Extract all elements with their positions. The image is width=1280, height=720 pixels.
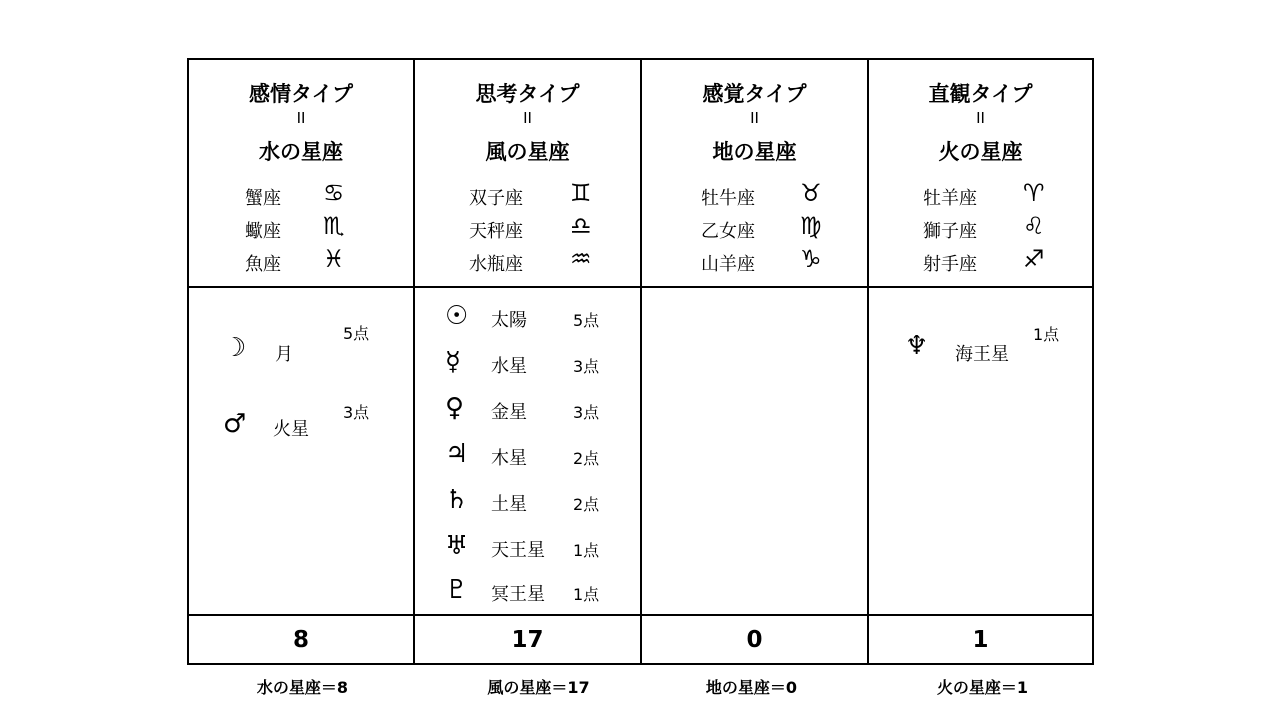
mercury-icon: ☿ (445, 347, 461, 377)
planet-points: 1点 (1033, 325, 1060, 344)
equals-mark: II (750, 109, 759, 127)
aries-icon: ♈ (1023, 179, 1045, 207)
planet-points: 3点 (343, 403, 370, 422)
sign-name: 蟹座 (245, 188, 281, 209)
element-label: 火の星座 (938, 140, 1023, 164)
sign-name: 蠍座 (245, 221, 281, 242)
sign-name: 獅子座 (923, 221, 977, 242)
air-planets-cell (415, 288, 640, 614)
type-label: 感情タイプ (249, 82, 353, 106)
planet-points: 2点 (573, 449, 600, 468)
water-total: 8 (292, 626, 309, 653)
planet-points: 2点 (573, 495, 600, 514)
planet-points: 5点 (343, 324, 370, 343)
uranus-icon: ♅ (445, 531, 469, 561)
element-type-table (187, 58, 1094, 665)
sun-icon: ☉ (445, 301, 469, 331)
sign-name: 天秤座 (469, 221, 523, 242)
sign-name: 魚座 (245, 254, 281, 275)
pisces-icon: ♓ (323, 245, 345, 273)
planet-name: 木星 (491, 448, 527, 469)
planet-points: 3点 (573, 357, 600, 376)
taurus-icon: ♉ (800, 179, 822, 207)
type-label: 感覚タイプ (702, 82, 807, 106)
sign-name: 射手座 (923, 254, 977, 275)
planet-name: 月 (275, 344, 293, 365)
equals-mark: II (296, 109, 306, 127)
column-divider (867, 60, 869, 663)
planet-name: 太陽 (491, 310, 527, 331)
saturn-icon: ♄ (445, 485, 469, 515)
virgo-icon: ♍ (800, 212, 822, 240)
row-divider (189, 286, 1092, 288)
earth-total: 0 (746, 626, 763, 653)
jupiter-icon: ♃ (445, 439, 469, 469)
equals-mark: II (523, 109, 532, 127)
air-summary: 風の星座＝17 (487, 678, 590, 697)
element-label: 風の星座 (485, 140, 570, 164)
water-header-cell (189, 60, 413, 286)
fire-summary: 火の星座＝1 (936, 678, 1029, 697)
element-label: 地の星座 (712, 140, 797, 164)
cancer-icon: ♋ (323, 179, 345, 207)
fire-planets-cell (869, 288, 1092, 614)
venus-icon: ♀ (445, 393, 465, 423)
earth-header-cell (642, 60, 867, 286)
leo-icon: ♌ (1023, 212, 1045, 240)
water-planets-cell (189, 288, 413, 614)
sign-name: 水瓶座 (469, 254, 523, 275)
column-divider (413, 60, 415, 663)
planet-name: 水星 (491, 356, 527, 377)
fire-header-cell (869, 60, 1092, 286)
water-summary: 水の星座＝8 (256, 678, 349, 697)
gemini-icon: ♊ (570, 179, 592, 207)
moon-icon: ☽ (223, 333, 247, 363)
sagittarius-icon: ♐ (1023, 245, 1045, 273)
planet-name: 冥王星 (491, 584, 545, 605)
planet-name: 海王星 (955, 344, 1009, 365)
sign-name: 乙女座 (701, 221, 755, 242)
planet-name: 天王星 (491, 540, 545, 561)
equals-mark: II (976, 109, 985, 127)
planet-points: 3点 (573, 403, 600, 422)
row-divider (189, 614, 1092, 616)
pluto-icon: ♇ (445, 575, 469, 605)
planet-points: 5点 (573, 311, 600, 330)
column-divider (640, 60, 642, 663)
element-label: 水の星座 (259, 140, 343, 164)
sign-name: 牡羊座 (923, 188, 977, 209)
aquarius-icon: ♒ (570, 245, 592, 273)
capricorn-icon: ♑ (800, 245, 822, 273)
type-label: 直観タイプ (928, 82, 1033, 106)
sign-name: 双子座 (469, 188, 523, 209)
libra-icon: ♎ (570, 212, 592, 240)
scorpio-icon: ♏ (323, 212, 345, 240)
neptune-icon: ♆ (905, 331, 929, 361)
earth-summary: 地の星座＝0 (705, 678, 798, 697)
planet-name: 火星 (273, 419, 309, 440)
planet-name: 金星 (491, 402, 527, 423)
planet-points: 1点 (573, 541, 600, 560)
planet-points: 1点 (573, 585, 600, 604)
air-total: 17 (511, 626, 544, 653)
planet-name: 土星 (491, 494, 527, 515)
fire-total: 1 (972, 626, 989, 653)
mars-icon: ♂ (223, 409, 247, 439)
air-header-cell (415, 60, 640, 286)
earth-planets-cell (642, 288, 867, 614)
sign-name: 牡牛座 (701, 188, 755, 209)
type-label: 思考タイプ (475, 82, 580, 106)
sign-name: 山羊座 (701, 254, 755, 275)
